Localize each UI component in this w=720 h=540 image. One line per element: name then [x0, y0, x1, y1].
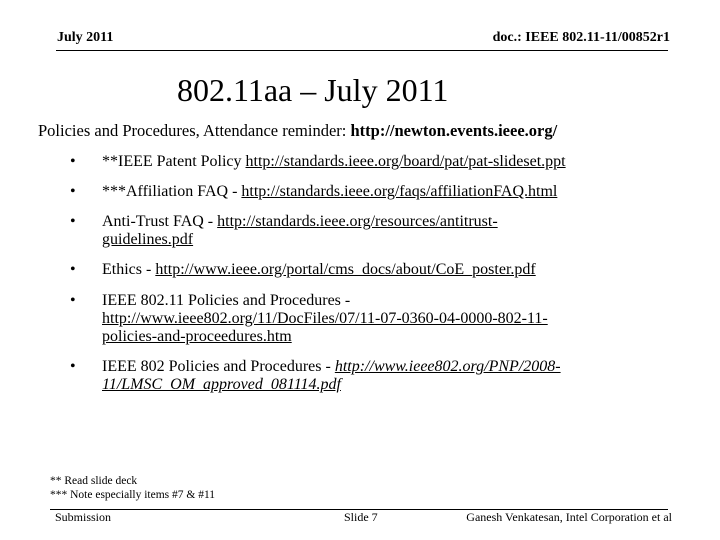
- antitrust-faq-link-cont[interactable]: guidelines.pdf: [102, 231, 194, 248]
- 80211-policies-link[interactable]: http://www.ieee802.org/11/DocFiles/07/11-07-0360-04-0000-802-11-: [102, 310, 548, 327]
- bullet-marker: •: [70, 292, 76, 309]
- footer-slide-number: Slide 7: [344, 510, 378, 524]
- slide-title: 802.11aa – July 2011: [177, 72, 449, 108]
- footnote-note-items: *** Note especially items #7 & #11: [50, 489, 216, 501]
- bullet-marker: •: [70, 213, 76, 230]
- bullet-item-ethics: [102, 261, 536, 279]
- attendance-link[interactable]: http://newton.events.ieee.org/: [350, 121, 558, 140]
- bullet-marker: •: [70, 153, 76, 170]
- header-date: July 2011: [57, 30, 114, 45]
- 80211-policies-link-cont[interactable]: policies-and-proceedures.htm: [102, 328, 292, 345]
- footnotes: [50, 474, 215, 502]
- bullet-label: IEEE 802 Policies and Procedures -: [102, 358, 335, 375]
- footer-author: Ganesh Venkatesan, Intel Corporation et al: [466, 510, 672, 524]
- antitrust-faq-link[interactable]: http://standards.ieee.org/resources/antitrust-: [217, 213, 498, 230]
- bullet-label: Anti-Trust FAQ -: [102, 213, 218, 230]
- bullet-item-patent-policy: [102, 153, 566, 171]
- bullet-label: Ethics -: [102, 261, 156, 278]
- bullet-item-80211-policies: [102, 292, 548, 346]
- header-doc-id: doc.: IEEE 802.11-11/00852r1: [492, 30, 670, 45]
- bullet-marker: •: [70, 358, 76, 375]
- footer-submission: Submission: [55, 510, 112, 524]
- 802-policies-link-cont[interactable]: 11/LMSC_OM_approved_081114.pdf: [102, 376, 341, 393]
- bullet-label: **IEEE Patent Policy: [102, 153, 246, 170]
- header-divider: [56, 50, 668, 51]
- subtitle: [38, 121, 557, 141]
- ethics-link[interactable]: http://www.ieee.org/portal/cms_docs/about/CoE_poster.pdf: [155, 261, 536, 278]
- bullet-label: ***Affiliation FAQ -: [102, 183, 242, 200]
- bullet-item-affiliation-faq: [102, 183, 557, 201]
- affiliation-faq-link[interactable]: http://standards.ieee.org/faqs/affiliationFAQ.html: [241, 183, 558, 200]
- bullet-item-antitrust-faq: [102, 213, 498, 249]
- patent-policy-link[interactable]: http://standards.ieee.org/board/pat/pat-slideset.ppt: [245, 153, 566, 170]
- bullet-marker: •: [70, 183, 76, 200]
- 802-policies-link[interactable]: http://www.ieee802.org/PNP/2008-: [334, 358, 561, 375]
- subtitle-text: Policies and Procedures, Attendance reminder:: [38, 121, 347, 140]
- footnote-read-slide-deck: ** Read slide deck: [50, 475, 138, 487]
- bullet-marker: •: [70, 261, 76, 278]
- bullet-label: IEEE 802.11 Policies and Procedures -: [102, 292, 351, 309]
- bullet-item-802-policies: [102, 358, 561, 394]
